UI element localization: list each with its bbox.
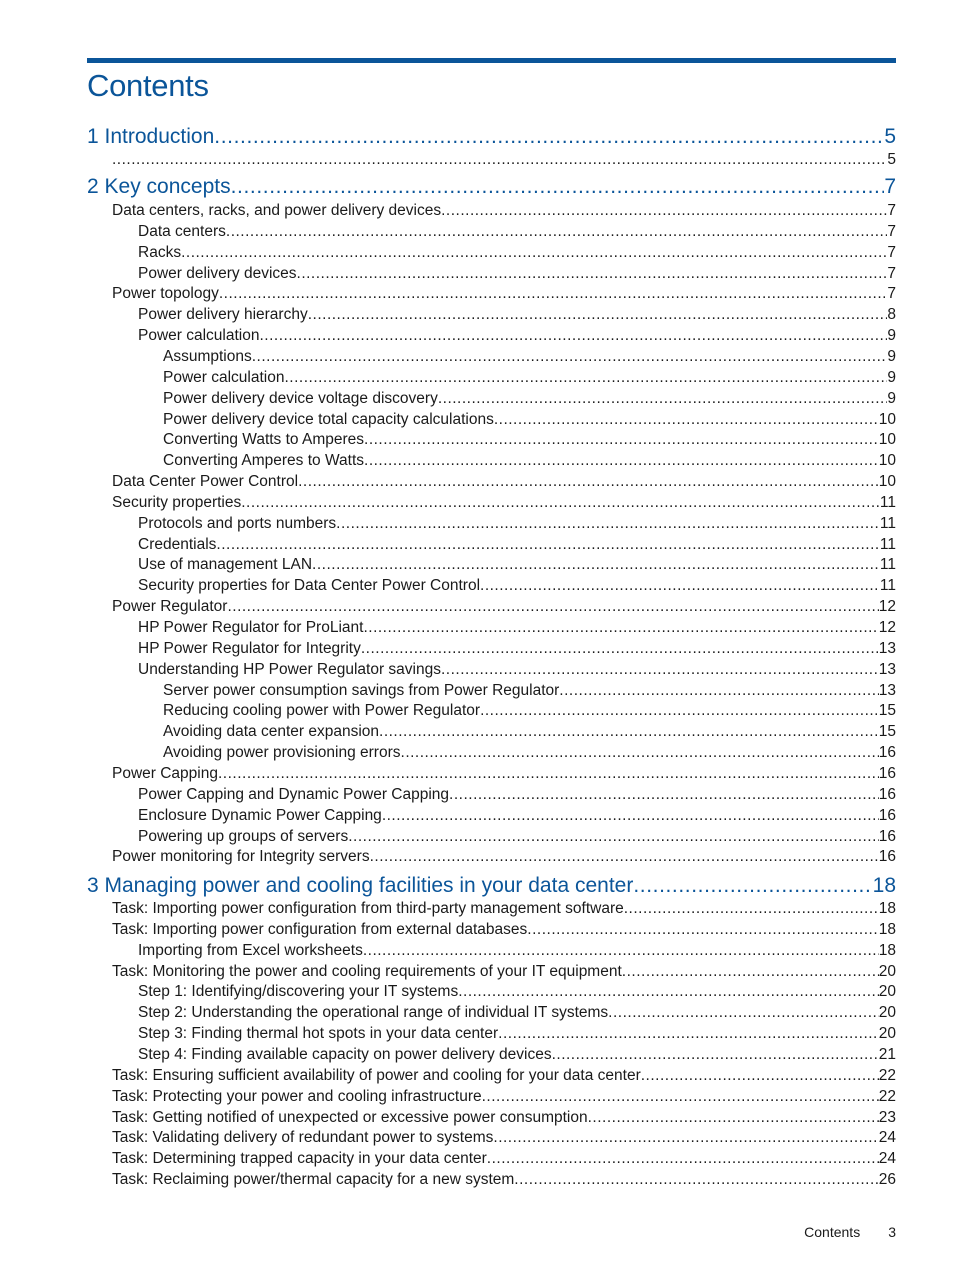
- dot-leader: [363, 618, 878, 638]
- toc-page-number: 16: [878, 786, 896, 803]
- toc-entry[interactable]: [138, 806, 896, 826]
- toc-entry[interactable]: [138, 785, 896, 805]
- toc-entry-label: Reducing cooling power with Power Regulator: [163, 702, 481, 719]
- dot-leader: [449, 785, 879, 805]
- toc-entry-label: Data centers: [138, 223, 226, 240]
- toc-entry[interactable]: [112, 1149, 896, 1169]
- toc-page-number: 5: [884, 125, 896, 148]
- toc-page-number: 10: [878, 452, 896, 469]
- dot-leader: [219, 284, 888, 304]
- dot-leader: [214, 124, 884, 150]
- toc-page-number: 18: [878, 921, 896, 938]
- toc-entry-label: Power delivery device total capacity calculations: [163, 411, 494, 428]
- dot-leader: [559, 681, 878, 701]
- toc-entry-label: Task: Importing power configuration from external databases: [112, 921, 528, 938]
- toc-page-number: 24: [878, 1150, 896, 1167]
- toc-entry[interactable]: [163, 410, 896, 430]
- dot-leader: [284, 368, 887, 388]
- toc-entry-label: Power Capping and Dynamic Power Capping: [138, 786, 450, 803]
- toc-entry[interactable]: [163, 451, 896, 471]
- toc-entry[interactable]: [163, 430, 896, 450]
- toc-entry[interactable]: [112, 920, 896, 940]
- toc-page-number: 10: [878, 431, 896, 448]
- toc-entry-label: Task: Monitoring the power and cooling requirements of your IT equipment: [112, 963, 622, 980]
- toc-entry[interactable]: [163, 681, 896, 701]
- toc-entry-label: Task: Determining trapped capacity in your data center: [112, 1150, 487, 1167]
- toc-entry-label: Credentials: [138, 536, 217, 553]
- dot-leader: [514, 1170, 878, 1190]
- toc-page-number: 13: [878, 640, 896, 657]
- toc-page-number: 7: [884, 175, 896, 198]
- dot-leader: [494, 410, 879, 430]
- toc-entry[interactable]: [163, 743, 896, 763]
- toc-page-number: 15: [878, 723, 896, 740]
- toc-entry-label: Step 3: Finding thermal hot spots in your data center: [138, 1025, 499, 1042]
- dot-leader: [361, 639, 879, 659]
- toc-page-number: 16: [878, 744, 896, 761]
- toc-entry[interactable]: [112, 1087, 896, 1107]
- toc-entry-label: HP Power Regulator for ProLiant: [138, 619, 364, 636]
- toc-entry-label: Power delivery hierarchy: [138, 306, 308, 323]
- dot-leader: [363, 941, 879, 961]
- toc-page-number: 16: [878, 848, 896, 865]
- toc-page-number: 15: [878, 702, 896, 719]
- toc-page-number: 22: [878, 1067, 896, 1084]
- toc-entry[interactable]: [138, 555, 896, 575]
- toc-page-number: 16: [878, 765, 896, 782]
- toc-entry-label: Assumptions: [163, 348, 252, 365]
- toc-page-number: 13: [878, 682, 896, 699]
- toc-entry-label: Server power consumption savings from Power Regulator: [163, 682, 560, 699]
- toc-page-number: 9: [887, 369, 896, 386]
- toc-entry[interactable]: [138, 514, 896, 534]
- toc-entry[interactable]: [138, 222, 896, 242]
- toc-entry[interactable]: [138, 827, 896, 847]
- dot-leader: [252, 347, 888, 367]
- toc-entry[interactable]: [112, 597, 896, 617]
- toc-entry[interactable]: [138, 1003, 896, 1023]
- dot-leader: [498, 1024, 879, 1044]
- dot-leader: [364, 430, 879, 450]
- dot-leader: [181, 243, 887, 263]
- toc-page-number: 18: [878, 900, 896, 917]
- toc-page-number: 7: [887, 202, 896, 219]
- toc-entry[interactable]: [138, 264, 896, 284]
- toc-entry-label: Data centers, racks, and power delivery devices: [112, 202, 442, 219]
- toc-entry[interactable]: [138, 243, 896, 263]
- toc-entry-label: Protocols and ports numbers: [138, 515, 337, 532]
- toc-entry[interactable]: [163, 347, 896, 367]
- dot-leader: [226, 222, 887, 242]
- toc-page-number: 20: [878, 1025, 896, 1042]
- dot-leader: [227, 597, 878, 617]
- toc-entry[interactable]: [138, 982, 896, 1002]
- toc-entry[interactable]: [112, 1170, 896, 1190]
- dot-leader: [441, 660, 879, 680]
- toc-entry-label: Security properties: [112, 494, 242, 511]
- toc-entry-label: Task: Importing power configuration from third-party management software: [112, 900, 624, 917]
- toc-entry[interactable]: [138, 576, 896, 596]
- toc-entry-label: Power Regulator: [112, 598, 228, 615]
- toc-page-number: 7: [887, 244, 896, 261]
- dot-leader: [641, 1066, 879, 1086]
- toc-entry[interactable]: [138, 660, 896, 680]
- toc-chapter-heading[interactable]: [87, 124, 896, 150]
- toc-entry-label: Power Capping: [112, 765, 218, 782]
- page-footer: [804, 1222, 896, 1242]
- toc-entry-label: Power calculation: [163, 369, 285, 386]
- toc-entry-label: Step 2: Understanding the operational range of individual IT systems: [138, 1004, 609, 1021]
- toc-entry-label: Task: Ensuring sufficient availability of power and cooling for your data center: [112, 1067, 641, 1084]
- dot-leader: [370, 847, 879, 867]
- toc-entry-label: 3 Managing power and cooling facilities in your data center: [87, 874, 634, 897]
- toc-entry-label: Step 1: Identifying/discovering your IT systems: [138, 983, 459, 1000]
- toc-page-number: 7: [887, 265, 896, 282]
- dot-leader: [231, 174, 885, 200]
- page-number: 3: [888, 1224, 896, 1240]
- toc-page-number: 20: [878, 983, 896, 1000]
- dot-leader: [588, 1108, 879, 1128]
- dot-leader: [218, 764, 879, 784]
- toc-entry[interactable]: [112, 472, 896, 492]
- dot-leader: [308, 305, 888, 325]
- dot-leader: [527, 920, 878, 940]
- toc-entry-label: Avoiding data center expansion: [163, 723, 380, 740]
- dot-leader: [348, 827, 879, 847]
- dot-leader: [624, 899, 879, 919]
- toc-entry[interactable]: [112, 201, 896, 221]
- toc-entry-label: Powering up groups of servers: [138, 828, 349, 845]
- dot-leader: [480, 576, 880, 596]
- toc-page-number: 11: [879, 494, 896, 511]
- toc-page-number: 22: [878, 1088, 896, 1105]
- toc-page-number: 18: [878, 942, 896, 959]
- toc-page-number: 21: [878, 1046, 896, 1063]
- dot-leader: [364, 451, 879, 471]
- toc-entry[interactable]: [138, 1045, 896, 1065]
- toc-entry-label: Converting Watts to Amperes: [163, 431, 365, 448]
- toc-entry-label: Power calculation: [138, 327, 260, 344]
- toc-page-number: 7: [887, 223, 896, 240]
- toc-entry[interactable]: [112, 284, 896, 304]
- toc-page-number: 11: [879, 536, 896, 553]
- toc-entry-label: Task: Validating delivery of redundant power to systems: [112, 1129, 494, 1146]
- toc-entry[interactable]: [138, 639, 896, 659]
- toc-page-number: 12: [878, 598, 896, 615]
- toc-entry[interactable]: [138, 535, 896, 555]
- toc-entry[interactable]: [138, 618, 896, 638]
- toc-page-number: 9: [887, 327, 896, 344]
- toc-entry[interactable]: [112, 962, 896, 982]
- toc-entry-label: Task: Reclaiming power/thermal capacity for a new system: [112, 1171, 515, 1188]
- toc-page-number: 26: [878, 1171, 896, 1188]
- dot-leader: [297, 264, 888, 284]
- toc-entry[interactable]: [138, 305, 896, 325]
- toc-page-number: 16: [878, 828, 896, 845]
- dot-leader: [401, 743, 879, 763]
- toc-entry[interactable]: [112, 1108, 896, 1128]
- dot-leader: [312, 555, 880, 575]
- toc-entry-label: Step 4: Finding available capacity on power delivery devices: [138, 1046, 552, 1063]
- footer-section-label: Contents: [804, 1224, 861, 1240]
- toc-page-number: 11: [879, 556, 896, 573]
- toc-entry[interactable]: [138, 326, 896, 346]
- dot-leader: [480, 701, 879, 721]
- toc-entry-label: Importing from Excel worksheets: [138, 942, 363, 959]
- toc-entry-label: Converting Amperes to Watts: [163, 452, 365, 469]
- toc-page-number: 10: [878, 473, 896, 490]
- toc-page-number: 9: [887, 390, 896, 407]
- toc-entry-label: 2 Key concepts: [87, 175, 231, 198]
- toc-entry[interactable]: [163, 701, 896, 721]
- dot-leader: [493, 1128, 878, 1148]
- dot-leader: [482, 1087, 879, 1107]
- toc-entry[interactable]: [112, 764, 896, 784]
- dot-leader: [608, 1003, 879, 1023]
- toc-entry[interactable]: [112, 150, 896, 170]
- toc-chapter-heading[interactable]: [87, 174, 896, 200]
- dot-leader: [487, 1149, 879, 1169]
- dot-leader: [336, 514, 880, 534]
- toc-page-number: 24: [878, 1129, 896, 1146]
- toc-entry-label: Power delivery devices: [138, 265, 297, 282]
- toc-page-number: 9: [887, 348, 896, 365]
- toc-entry[interactable]: [163, 389, 896, 409]
- toc-entry-label: Enclosure Dynamic Power Capping: [138, 807, 382, 824]
- dot-leader: [241, 493, 880, 513]
- toc-entry[interactable]: [112, 1128, 896, 1148]
- toc-entry-label: Power topology: [112, 285, 219, 302]
- toc-entry[interactable]: [112, 1066, 896, 1086]
- toc-page-number: 10: [878, 411, 896, 428]
- toc-page-number: 13: [878, 661, 896, 678]
- toc-page-number: 23: [878, 1109, 896, 1126]
- toc-entry-label: Avoiding power provisioning errors: [163, 744, 401, 761]
- toc-entry[interactable]: [138, 941, 896, 961]
- toc-entry-label: Task: Protecting your power and cooling infrastructure: [112, 1088, 482, 1105]
- toc-entry[interactable]: [163, 368, 896, 388]
- toc-page-number: 11: [879, 515, 896, 532]
- toc-page-number: 20: [878, 963, 896, 980]
- toc-page-number: 8: [887, 306, 896, 323]
- toc-entry[interactable]: [112, 493, 896, 513]
- dot-leader: [438, 389, 888, 409]
- dot-leader: [298, 472, 879, 492]
- dot-leader: [552, 1045, 879, 1065]
- page-title: Contents: [87, 68, 209, 103]
- dot-leader: [458, 982, 879, 1002]
- toc-chapter-heading[interactable]: [87, 873, 896, 899]
- toc-entry-label: Use of management LAN: [138, 556, 313, 573]
- toc-entry-label: Racks: [138, 244, 182, 261]
- toc-page-number: 12: [878, 619, 896, 636]
- toc-page-number: 5: [887, 151, 896, 168]
- dot-leader: [441, 201, 887, 221]
- toc-page-number: 18: [872, 874, 896, 897]
- toc-entry-label: Task: Getting notified of unexpected or excessive power consumption: [112, 1109, 588, 1126]
- dot-leader: [216, 535, 880, 555]
- dot-leader: [379, 722, 879, 742]
- top-rule: [87, 58, 896, 63]
- toc-page-number: 20: [878, 1004, 896, 1021]
- toc-entry-label: HP Power Regulator for Integrity: [138, 640, 361, 657]
- toc-entry-label: Security properties for Data Center Power Control: [138, 577, 481, 594]
- dot-leader: [382, 806, 879, 826]
- toc-entry-label: 1 Introduction: [87, 125, 215, 148]
- toc-entry[interactable]: [112, 847, 896, 867]
- toc-entry[interactable]: [163, 722, 896, 742]
- toc-entry-label: Power delivery device voltage discovery: [163, 390, 438, 407]
- toc-entry-label: Understanding HP Power Regulator savings: [138, 661, 441, 678]
- toc-entry[interactable]: [112, 899, 896, 919]
- dot-leader: [112, 150, 887, 170]
- dot-leader: [633, 873, 872, 899]
- toc-page-number: 7: [887, 285, 896, 302]
- dot-leader: [259, 326, 887, 346]
- toc-page-number: 16: [878, 807, 896, 824]
- toc-entry-label: Power monitoring for Integrity servers: [112, 848, 370, 865]
- toc-entry-label: Data Center Power Control: [112, 473, 299, 490]
- toc-page-number: 11: [879, 577, 896, 594]
- toc-entry[interactable]: [138, 1024, 896, 1044]
- dot-leader: [622, 962, 879, 982]
